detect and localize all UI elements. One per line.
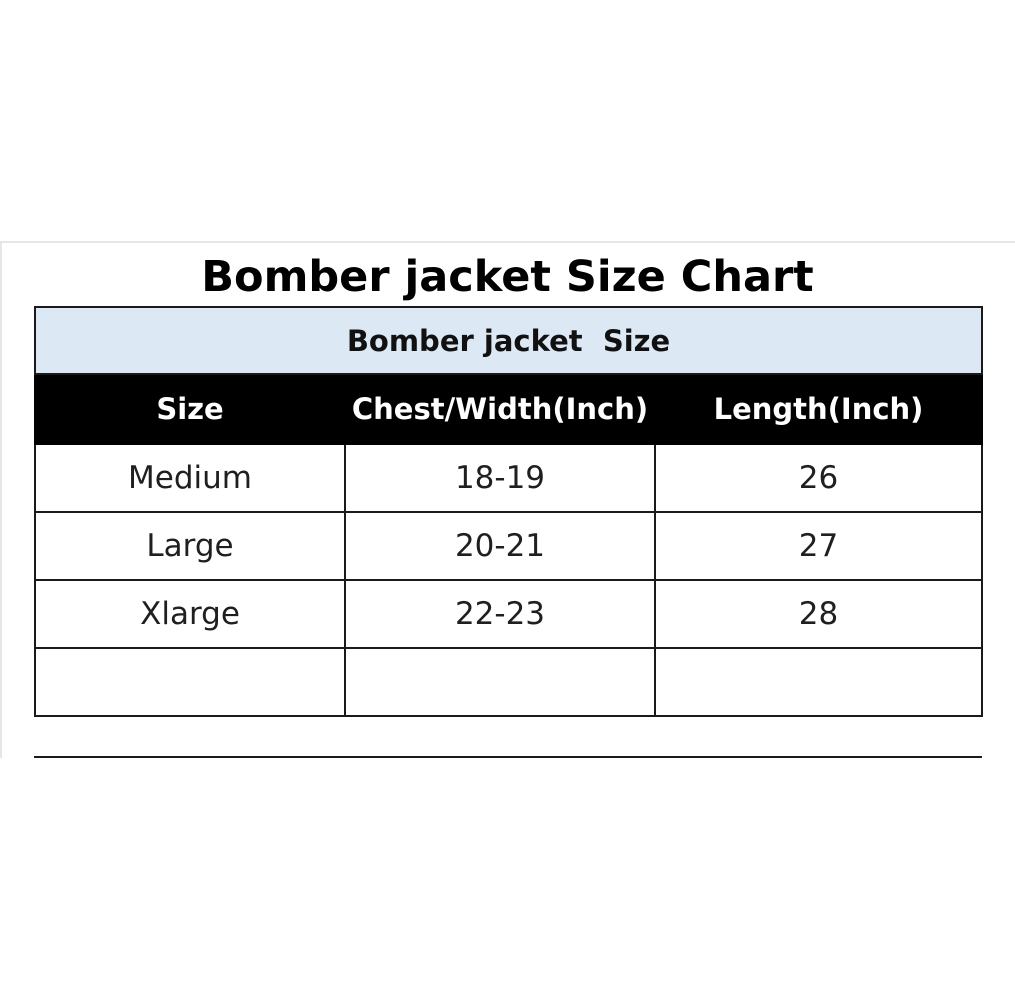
table-banner-row bbox=[35, 307, 982, 374]
table-row-empty bbox=[35, 648, 982, 716]
size-chart-table bbox=[34, 306, 983, 717]
cell-size: Xlarge bbox=[35, 580, 345, 648]
cell-size: Medium bbox=[35, 444, 345, 512]
cell-chest-width: 20-21 bbox=[345, 512, 655, 580]
cell-length: 28 bbox=[655, 580, 982, 648]
table-banner: Bomber jacket Size bbox=[35, 307, 982, 374]
cell-chest-width bbox=[345, 648, 655, 716]
page-title: Bomber jacket Size Chart bbox=[201, 252, 814, 302]
table-row bbox=[35, 444, 982, 512]
column-header-length: Length(Inch) bbox=[655, 374, 982, 444]
cell-chest-width: 18-19 bbox=[345, 444, 655, 512]
cell-chest-width: 22-23 bbox=[345, 580, 655, 648]
cell-length: 27 bbox=[655, 512, 982, 580]
table-row bbox=[35, 512, 982, 580]
column-header-chest-width: Chest/Width(Inch) bbox=[345, 374, 655, 444]
cell-size: Large bbox=[35, 512, 345, 580]
bottom-divider bbox=[34, 756, 982, 758]
cell-length: 26 bbox=[655, 444, 982, 512]
table-header-row bbox=[35, 374, 982, 444]
column-header-size: Size bbox=[35, 374, 345, 444]
table-row bbox=[35, 580, 982, 648]
cell-size bbox=[35, 648, 345, 716]
cell-length bbox=[655, 648, 982, 716]
